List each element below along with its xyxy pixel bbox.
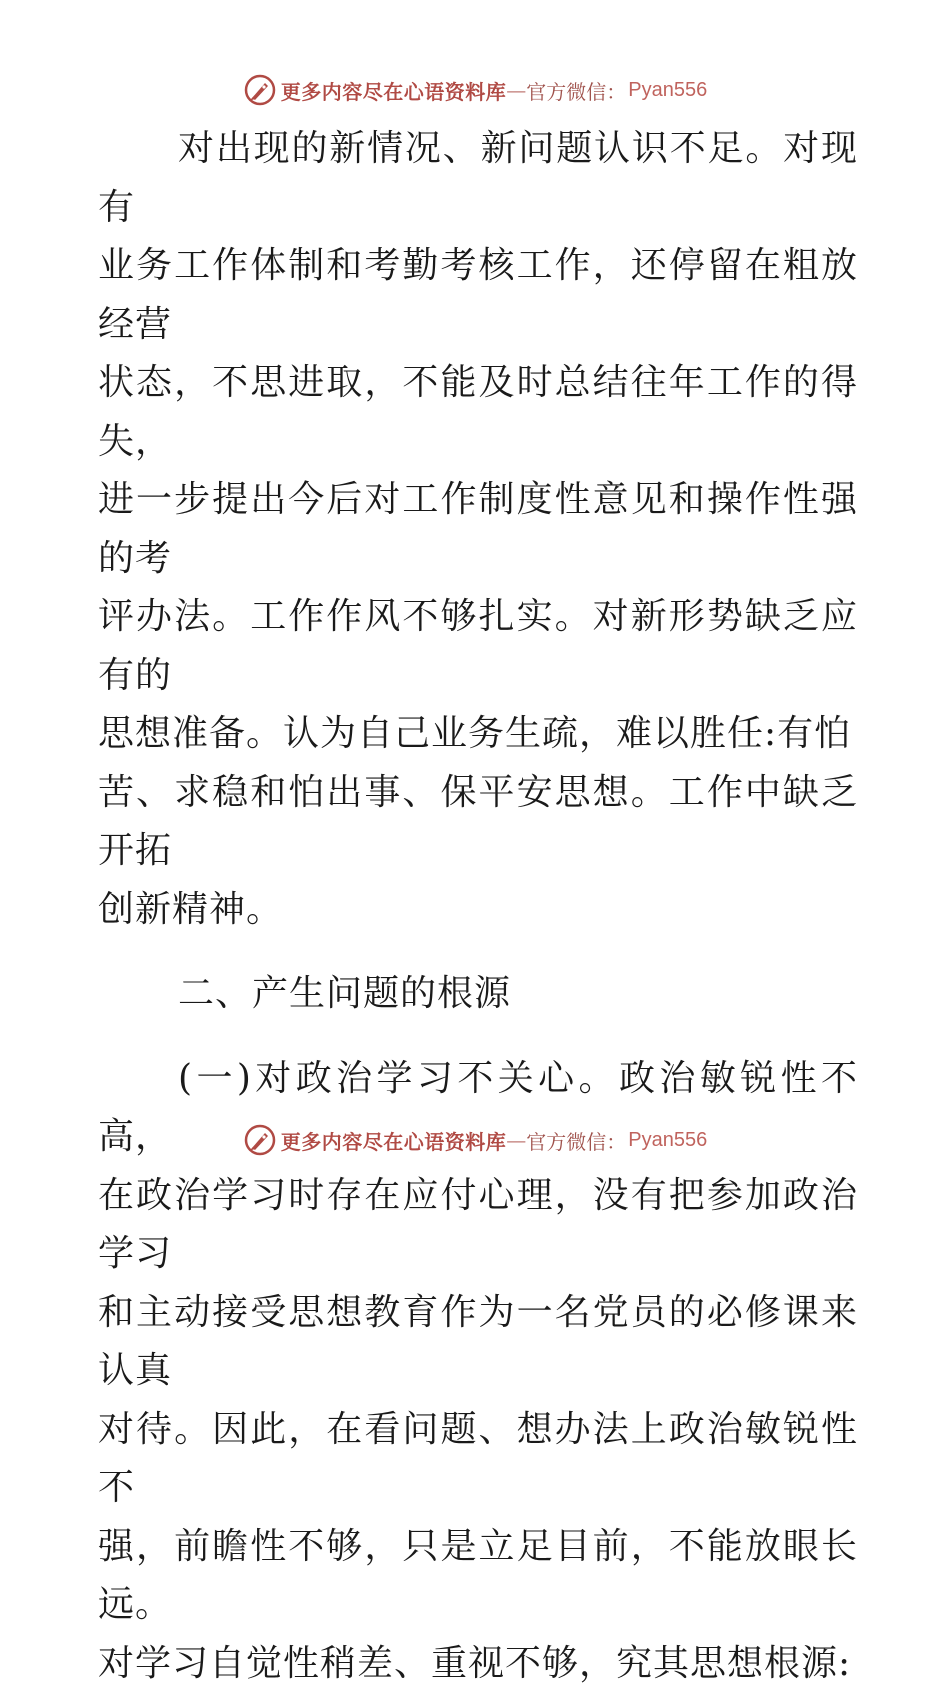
text-line: 对待。因此，在看问题、想办法上政治敏锐性不 — [98, 1401, 858, 1518]
text-line: 创新精神。 — [98, 881, 858, 940]
wechat-id: Pyan556 — [628, 1129, 707, 1152]
text-line: 业务工作体制和考勤考核工作，还停留在粗放经营 — [98, 237, 858, 354]
text-line: 在政治学习时存在应付心理，没有把参加政治学习 — [98, 1167, 858, 1284]
text-line: 评办法。工作作风不够扎实。对新形势缺乏应有的 — [98, 588, 858, 705]
official-wechat-label: 官方微信： — [526, 76, 626, 105]
wechat-id: Pyan556 — [628, 79, 707, 102]
section-heading: 二、产生问题的根源 — [98, 965, 858, 1024]
text-line: 对学习自觉性稍差、重视不够，究其思想根源: — [98, 1635, 858, 1693]
pen-nib-logo-icon — [243, 1123, 277, 1157]
promo-text: 更多内容尽在心语资料库 — [281, 1126, 507, 1155]
official-wechat-label: 官方微信： — [526, 1126, 626, 1155]
text-line: 对出现的新情况、新问题认识不足。对现有 — [98, 120, 858, 237]
pen-nib-logo-icon — [243, 73, 277, 107]
text-line: 状态，不思进取，不能及时总结往年工作的得失， — [98, 354, 858, 471]
document-body — [98, 120, 858, 1693]
header-watermark-banner — [0, 70, 950, 110]
text-line: 进一步提出今后对工作制度性意见和操作性强的考 — [98, 471, 858, 588]
footer-watermark-banner — [0, 1120, 950, 1160]
separator-dash: — — [506, 78, 526, 102]
text-line: 苦、求稳和怕出事、保平安思想。工作中缺乏开拓 — [98, 764, 858, 881]
text-line: 强，前瞻性不够，只是立足目前，不能放眼长远。 — [98, 1518, 858, 1635]
promo-text: 更多内容尽在心语资料库 — [281, 76, 507, 105]
separator-dash: — — [506, 1128, 526, 1152]
text-line: (一)对政治学习不关心。政治敏锐性不高， — [98, 1050, 858, 1167]
text-line: 思想准备。认为自己业务生疏，难以胜任:有怕 — [98, 705, 858, 764]
paragraph-problems — [98, 120, 858, 939]
text-line: 和主动接受思想教育作为一名党员的必修课来认真 — [98, 1284, 858, 1401]
